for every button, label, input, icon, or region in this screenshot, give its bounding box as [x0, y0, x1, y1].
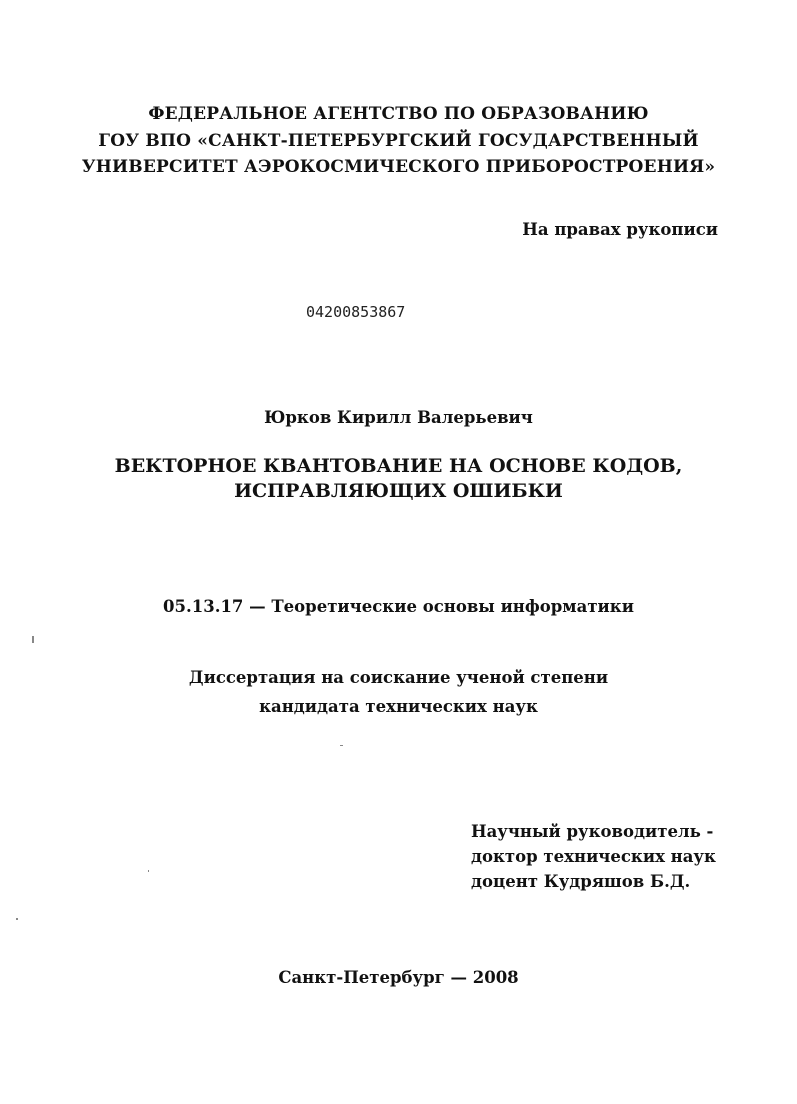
org-line-3: УНИВЕРСИТЕТ АЭРОКОСМИЧЕСКОГО ПРИБОРОСТРОЕНИЯ» [81, 157, 716, 177]
thesis-title-line-2: ИСПРАВЛЯЮЩИХ ОШИБКИ [234, 480, 563, 502]
scan-artifact [16, 918, 18, 920]
rights-note: На правах рукописи [522, 220, 718, 239]
scan-artifact [340, 745, 343, 746]
thesis-title-line-1: ВЕКТОРНОЕ КВАНТОВАНИЕ НА ОСНОВЕ КОДОВ, [114, 455, 683, 477]
degree-line-1: Диссертация на соискание ученой степени [188, 668, 609, 687]
scan-artifact [32, 636, 34, 643]
city-year: Санкт-Петербург — 2008 [278, 968, 519, 987]
org-line-1: ФЕДЕРАЛЬНОЕ АГЕНТСТВО ПО ОБРАЗОВАНИЮ [148, 104, 649, 124]
org-line-2: ГОУ ВПО «САНКТ-ПЕТЕРБУРГСКИЙ ГОСУДАРСТВЕННЫЙ [98, 131, 699, 151]
scan-artifact [148, 870, 149, 872]
author-name: Юрков Кирилл Валерьевич [264, 408, 533, 427]
supervisor-line-2: доктор технических наук [471, 847, 716, 866]
specialty-code: 05.13.17 — Теоретические основы информатики [163, 597, 634, 616]
stamp-number: 04200853867 [306, 303, 406, 321]
degree-line-2: кандидата технических наук [259, 697, 538, 716]
supervisor-line-1: Научный руководитель - [471, 822, 714, 841]
supervisor-line-3: доцент Кудряшов Б.Д. [471, 872, 691, 891]
